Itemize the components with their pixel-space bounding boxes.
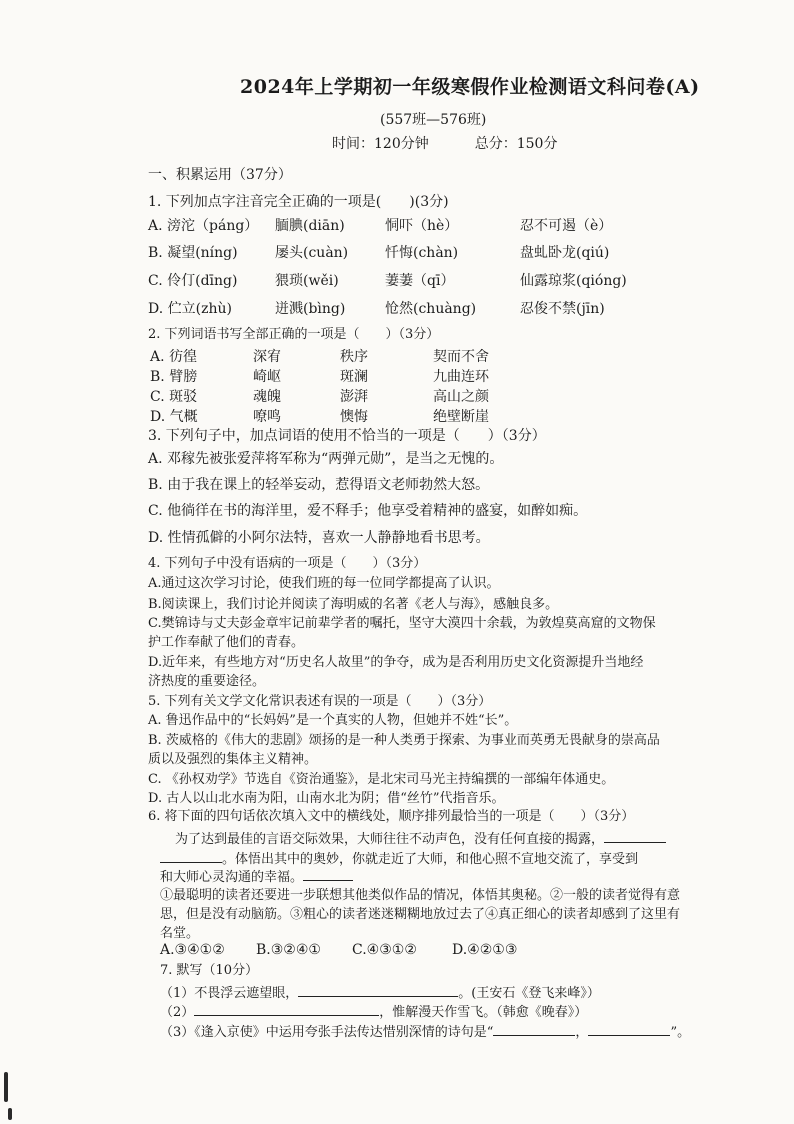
time-limit: 时间：120分钟 xyxy=(332,136,429,152)
scan-edge-mark xyxy=(4,1072,8,1102)
q7-blank-1[interactable] xyxy=(298,982,458,997)
q2-d-1: D. 气概 xyxy=(150,409,198,425)
q5-option-b: B. 茨威格的《伟大的悲剧》颂扬的是一种人类勇于探索、为事业而英勇无畏献身的崇高品 xyxy=(148,733,660,748)
q6-passage-line3 xyxy=(160,866,353,887)
q4-stem: 4. 下列句子中没有语病的一项是（ ）（3分） xyxy=(148,556,427,571)
q7-comma: ， xyxy=(575,1025,589,1040)
q1-d-1: D. 伫立(zhù) xyxy=(148,301,232,317)
q2-c-4: 高山之颜 xyxy=(433,389,489,405)
q2-c-2: 魂魄 xyxy=(253,389,281,405)
q6-stem: 6. 将下面的四句话依次填入文中的横线处，顺序排列最恰当的一项是（ ）（3分） xyxy=(148,809,635,824)
q7-prompt-2: （2） xyxy=(160,1005,195,1020)
q7-line2 xyxy=(160,1001,587,1022)
q5-option-c: C. 《孙权劝学》节选自《资治通鉴》，是北宋司马光主持编撰的一部编年体通史。 xyxy=(148,772,615,787)
q4-option-c-cont: 护工作奉献了他们的青春。 xyxy=(148,635,305,650)
q1-a-4: 忍不可遏（è） xyxy=(520,218,613,234)
q4-option-d-cont: 济热度的重要途径。 xyxy=(148,674,266,689)
q6-sentences-2: 思，但是没有动脑筋。③粗心的读者迷迷糊糊地放过去了④真正细心的读者却感到了这里有 xyxy=(160,907,681,922)
exam-info xyxy=(332,133,557,153)
q1-c-2: 猥琐(wěi) xyxy=(275,273,339,289)
q1-a-3: 恫吓（hè） xyxy=(385,218,459,234)
q6-passage-line1 xyxy=(175,828,666,849)
q5-option-a: A. 鲁迅作品中的“长妈妈”是一个真实的人物，但她并不姓“长”。 xyxy=(148,713,518,728)
q7-line1 xyxy=(160,982,600,1003)
q6-sentences-1: ①最聪明的读者还要进一步联想其他类似作品的情况，体悟其奥秘。②一般的读者觉得有意 xyxy=(160,888,681,903)
q1-b-2: 屡头(cuàn) xyxy=(275,245,349,261)
q6-blank-3[interactable] xyxy=(303,866,353,881)
q6-option-a: A.③④①② xyxy=(160,942,225,958)
q3-option-d: D. 性情孤僻的小阿尔法特，喜欢一人静静地看书思考。 xyxy=(148,530,490,546)
q1-c-4: 仙露琼浆(qióng) xyxy=(520,273,627,289)
q4-option-b: B.阅读课上，我们讨论并阅读了海明威的名著《老人与海》，感触良多。 xyxy=(148,597,559,612)
q4-option-d: D.近年来，有些地方对“历史名人故里”的争夺，成为是否利用历史文化资源提升当地经 xyxy=(148,655,644,670)
q7-source-2: ，惟解漫天作雪飞。（韩愈《晚春》） xyxy=(379,1005,588,1020)
q2-b-2: 崎岖 xyxy=(253,369,281,385)
section-heading: 一、积累运用（37分） xyxy=(148,167,292,183)
q7-source-1: 。(王安石《登飞来峰》） xyxy=(458,986,600,1001)
q2-c-1: C. 斑驳 xyxy=(150,389,198,405)
q4-option-c: C.樊锦诗与丈夫彭金章牢记前辈学者的嘱托，坚守大漠四十余载，为敦煌莫高窟的文物保 xyxy=(148,616,656,631)
q4-option-a: A.通过这次学习讨论，使我们班的每一位同学都提高了认识。 xyxy=(148,576,500,591)
q7-blank-4[interactable] xyxy=(588,1021,670,1036)
q2-d-2: 嘹鸣 xyxy=(253,409,281,425)
q7-prompt-3: （3）《逢入京使》中运用夸张手法传达惜别深情的诗句是“ xyxy=(160,1025,494,1040)
q1-b-4: 盘虬卧龙(qiú) xyxy=(520,245,610,261)
scan-edge-mark xyxy=(8,1108,12,1120)
q6-option-c: C.④③①② xyxy=(352,942,417,958)
q7-line3 xyxy=(160,1021,690,1042)
q2-b-4: 九曲连环 xyxy=(433,369,489,385)
q6-blank-2[interactable] xyxy=(160,848,222,863)
page-title: 2024年上学期初一年级寒假作业检测语文科问卷(A) xyxy=(240,76,700,98)
q7-stem: 7. 默写（10分） xyxy=(160,963,259,978)
class-range: (557班—576班) xyxy=(380,112,487,128)
q6-blank-1[interactable] xyxy=(604,828,666,843)
q1-a-2: 腼腆(diān) xyxy=(275,218,345,234)
q6-sentences-3: 名堂。 xyxy=(160,926,200,941)
q5-stem: 5. 下列有关文学文化常识表述有误的一项是（ ）（3分） xyxy=(148,694,492,709)
q1-d-3: 怆然(chuàng) xyxy=(385,301,477,317)
q3-option-c: C. 他徜徉在书的海洋里，爱不释手；他享受着精神的盛宴，如醉如痴。 xyxy=(148,503,588,519)
q2-b-1: B. 臂膀 xyxy=(150,369,198,385)
q2-stem: 2. 下列词语书写全部正确的一项是（ ）（3分） xyxy=(148,327,440,342)
q2-d-3: 懊悔 xyxy=(340,409,368,425)
q2-d-4: 绝壁断崖 xyxy=(433,409,489,425)
q7-prompt-1: （1）不畏浮云遮望眼， xyxy=(160,986,299,1001)
q2-c-3: 澎湃 xyxy=(340,389,368,405)
total-score: 总分：150分 xyxy=(474,136,558,152)
q1-stem: 1. 下列加点字注音完全正确的一项是( )(3分) xyxy=(148,194,449,210)
q1-d-4: 忍俊不禁(jīn) xyxy=(520,301,605,317)
q7-close-quote: ”。 xyxy=(670,1025,691,1040)
q2-a-2: 深宥 xyxy=(253,349,281,365)
q3-stem: 3. 下列句子中，加点词语的使用不恰当的一项是（ ）（3分） xyxy=(148,428,546,444)
q1-b-1: B. 凝望(níng) xyxy=(148,245,238,261)
q1-d-2: 迸溅(bìng) xyxy=(275,301,346,317)
q6-option-b: B.③②④① xyxy=(256,942,321,958)
q1-c-1: C. 伶仃(dīng) xyxy=(148,273,238,289)
q1-a-1: A. 滂沱（páng） xyxy=(148,218,259,234)
q5-option-d: D. 古人以山北水南为阳，山南水北为阴；借“丝竹”代指音乐。 xyxy=(148,791,505,806)
q6-option-d: D.④②①③ xyxy=(452,942,518,958)
q6-passage-text1: 为了达到最佳的言语交际效果，大师往往不动声色，没有任何直接的揭露， xyxy=(175,832,605,847)
q5-option-b-cont: 质以及强烈的集体主义精神。 xyxy=(148,752,318,767)
q1-b-3: 忏悔(chàn) xyxy=(385,245,459,261)
q2-b-3: 斑澜 xyxy=(340,369,368,385)
q7-blank-2[interactable] xyxy=(194,1001,379,1016)
q1-c-3: 萋萋（qī） xyxy=(385,273,455,289)
q6-passage-text2: 。体悟出其中的奥妙，你就走近了大师，和他心照不宣地交流了，享受到 xyxy=(222,852,639,867)
q7-blank-3[interactable] xyxy=(493,1021,575,1036)
q2-a-4: 契而不舍 xyxy=(433,349,489,365)
q6-passage-text3: 和大师心灵沟通的幸福。 xyxy=(160,870,304,885)
q3-option-b: B. 由于我在课上的轻举妄动，惹得语文老师勃然大怒。 xyxy=(148,477,490,493)
q3-option-a: A. 邓稼先被张爱萍将军称为“两弹元勋”，是当之无愧的。 xyxy=(148,451,504,467)
q2-a-3: 秩序 xyxy=(340,349,368,365)
q2-a-1: A. 彷徨 xyxy=(150,349,198,365)
